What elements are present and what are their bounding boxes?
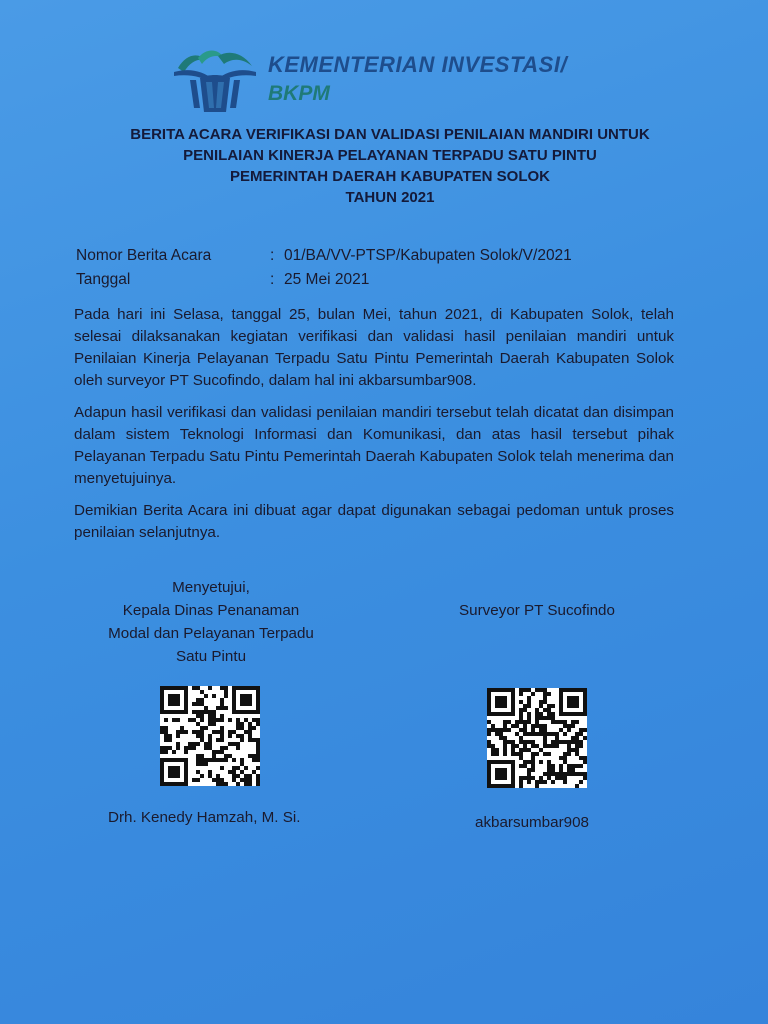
signatory-line: Surveyor PT Sucofindo bbox=[459, 602, 615, 619]
signatory-name-left: Drh. Kenedy Hamzah, M. Si. bbox=[108, 809, 301, 826]
date-value: 25 Mei 2021 bbox=[284, 271, 370, 288]
signature-block-right bbox=[432, 599, 642, 622]
colon: : bbox=[270, 271, 275, 288]
signatory-line: Menyetujui, bbox=[172, 579, 250, 596]
org-name-line2: BKPM bbox=[268, 82, 330, 105]
title-line: BERITA ACARA VERIFIKASI DAN VALIDASI PENILAIAN MANDIRI UNTUK bbox=[130, 126, 650, 143]
signature-block-left bbox=[86, 576, 336, 668]
document-title bbox=[60, 124, 720, 208]
signatory-name-right: akbarsumbar908 bbox=[475, 814, 589, 831]
signatory-line: Satu Pintu bbox=[175, 648, 247, 665]
number-label: Nomor Berita Acara bbox=[76, 247, 212, 264]
date-label: Tanggal bbox=[76, 271, 131, 288]
signatory-line: Modal dan Pelayanan Terpadu bbox=[108, 625, 314, 642]
number-value: 01/BA/VV-PTSP/Kabupaten Solok/V/2021 bbox=[284, 247, 572, 264]
title-line: TAHUN 2021 bbox=[345, 189, 435, 206]
body-paragraph: Pada hari ini Selasa, tanggal 25, bulan Mei, tahun 2021, di Kabupaten Solok, telah selesai dilaksanakan kegiatan verifikasi dan validasi hasil penilaian mandiri untuk Penilaian Kinerja Pelayanan Terpadu Satu Pintu Pemerintah Daerah Kabupaten Solok oleh surveyor PT Sucofindo, dalam hal ini akbarsumbar908. bbox=[74, 306, 674, 389]
signatory-line: Kepala Dinas Penanaman bbox=[122, 602, 300, 619]
org-name-line1: KEMENTERIAN INVESTASI/ bbox=[268, 52, 568, 77]
ministry-logo bbox=[172, 44, 572, 116]
qr-code-right bbox=[487, 688, 587, 788]
colon: : bbox=[270, 247, 275, 264]
body-paragraph: Adapun hasil verifikasi dan validasi penilaian mandiri tersebut telah dicatat dan disimpan dalam sistem Teknologi Informasi dan Komunikasi, dan atas hasil tersebut pihak Pelayanan Terpadu Satu Pintu Pemerintah Daerah Kabupaten Solok telah menerima dan menyetujuinya. bbox=[74, 404, 674, 487]
bkpm-leaf-icon bbox=[172, 46, 258, 114]
qr-code-left bbox=[160, 686, 260, 786]
body-paragraph: Demikian Berita Acara ini dibuat agar dapat digunakan sebagai pedoman untuk proses penilaian selanjutnya. bbox=[74, 502, 674, 541]
title-line: PEMERINTAH DAERAH KABUPATEN SOLOK bbox=[229, 168, 550, 185]
title-line: PENILAIAN KINERJA PELAYANAN TERPADU SATU PINTU bbox=[183, 147, 597, 164]
